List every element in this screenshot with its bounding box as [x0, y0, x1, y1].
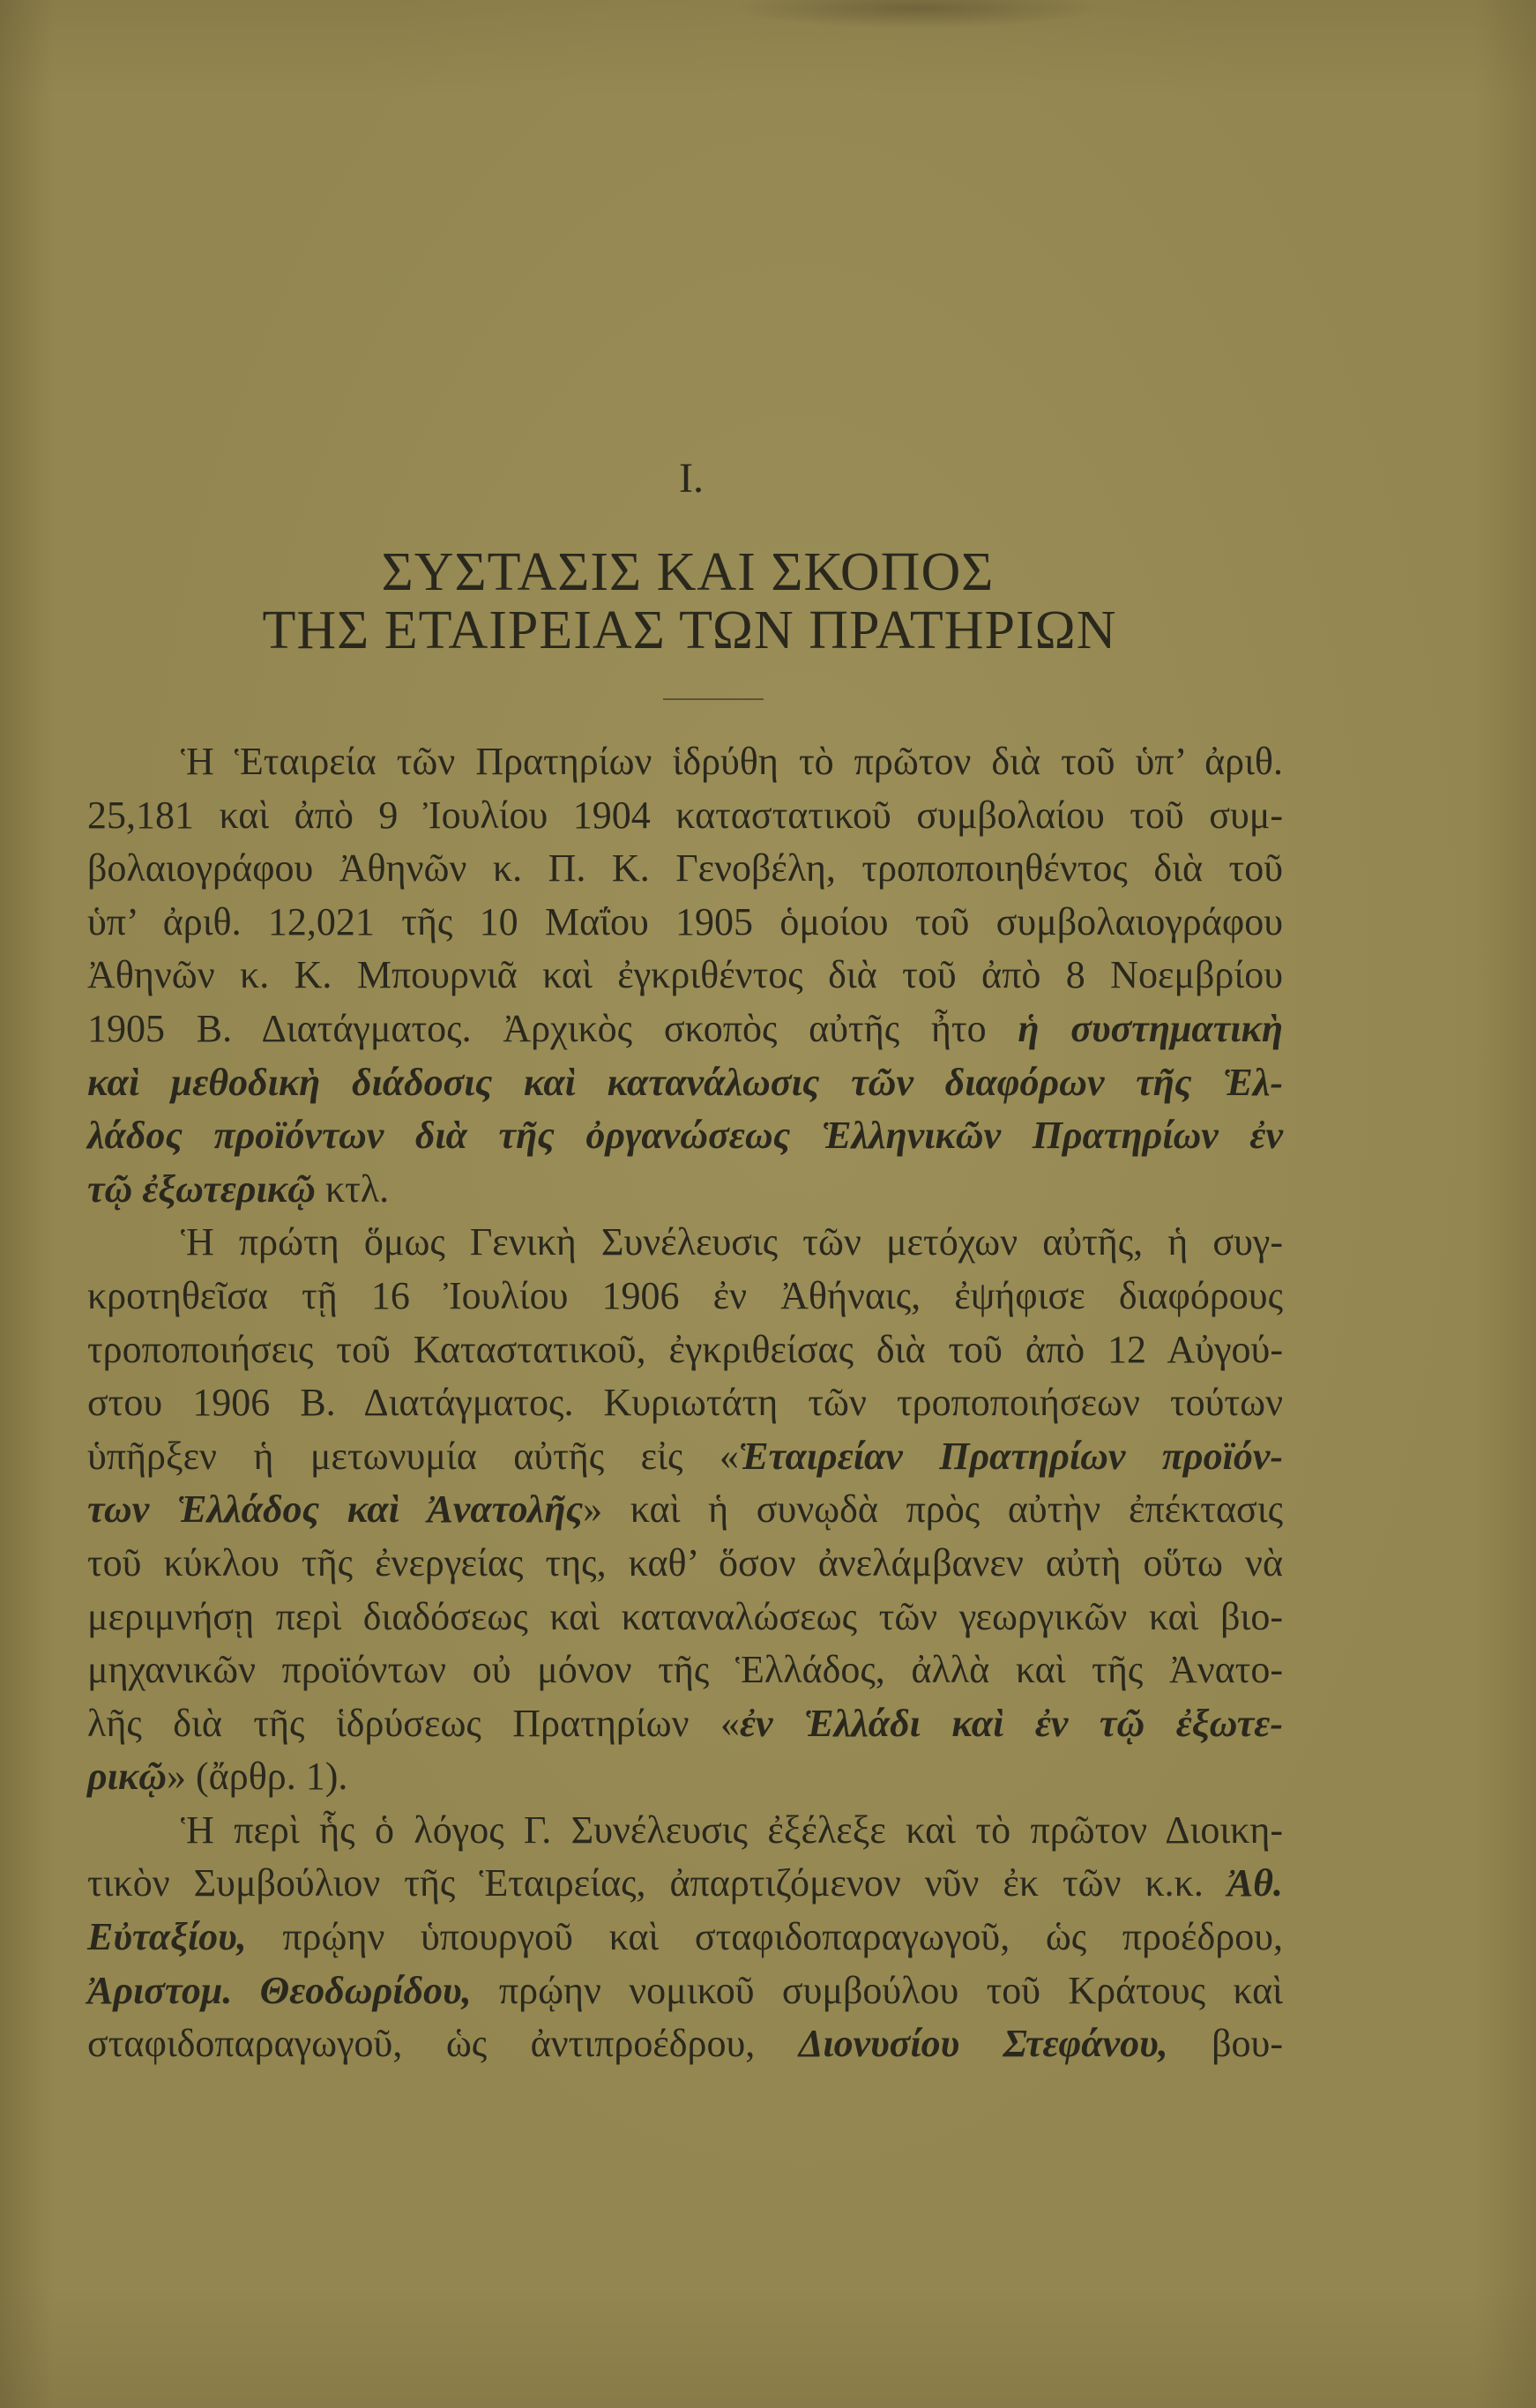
paragraph — [87, 1216, 1283, 1804]
emphasized-text: Διονυσίου Στεφάνου, — [798, 2022, 1168, 2066]
text-run: πρῴην ὑπουργοῦ καὶ σταφιδοπαραγωγοῦ, ὡς προέδρου, — [246, 1915, 1283, 1959]
text-run: σταφιδοπαραγωγοῦ, ὡς ἀντιπροέδρου, — [87, 2022, 799, 2066]
text-run: Ἀθηνῶν κ. Κ. Μπουρνιᾶ καὶ ἐγκριθέντος διὰ τοῦ ἀπὸ 8 Νοεμβρίου — [87, 953, 1283, 997]
text-run: κροτηθεῖσα τῇ 16 Ἰουλίου 1906 ἐν Ἀθήναις, ἐψήφισε διαφόρους — [87, 1273, 1283, 1317]
text-run: τικὸν Συμβούλιον τῆς Ἑταιρείας, ἀπαρτιζόμενον νῦν ἐκ τῶν κ.κ. — [87, 1861, 1227, 1905]
text-run: μεριμνήσῃ περὶ διαδόσεως καὶ καταναλώσεως τῶν γεωργικῶν καὶ βιο- — [87, 1594, 1283, 1638]
text-run: βολαιογράφου Ἀθηνῶν κ. Π. Κ. Γενοβέλη, τροποποιηθέντος διὰ τοῦ — [87, 846, 1283, 891]
emphasized-text: καὶ μεθοδικὴ διάδοσις καὶ κατανάλωσις τῶν διαφόρων τῆς Ἑλ- — [87, 1060, 1283, 1104]
text-line — [87, 949, 1283, 1003]
text-run: » (ἄρθρ. 1). — [167, 1755, 348, 1799]
emphasized-text: Ἑταιρείαν Πρατηρίων προϊόν- — [738, 1434, 1283, 1478]
emphasized-text: λάδος προϊόντων διὰ τῆς ὀργανώσεως Ἑλληνικῶν Πρατηρίων ἐν — [87, 1114, 1283, 1158]
text-run: τοῦ κύκλου τῆς ἐνεργείας της, καθ’ ὅσον ἀνελάμβανεν αὐτὴ οὕτω νὰ — [87, 1540, 1283, 1584]
emphasized-text: των Ἑλλάδος καὶ Ἀνατολῆς — [87, 1487, 584, 1532]
title-divider — [663, 698, 764, 700]
text-run: Ἡ περὶ ἧς ὁ λόγος Γ. Συνέλευσις ἐξέλεξε καὶ τὸ πρῶτον Διοικη- — [181, 1808, 1283, 1852]
text-line — [87, 1964, 1283, 2018]
text-line — [87, 842, 1283, 896]
text-run: ὑπῆρξεν ἡ μετωνυμία αὐτῆς εἰς « — [87, 1434, 739, 1478]
text-line — [87, 1483, 1283, 1537]
section-number: I. — [679, 455, 704, 502]
emphasized-text: Ἀθ. — [1227, 1861, 1283, 1905]
text-line — [87, 1323, 1283, 1377]
paper-smudge — [732, 0, 1102, 28]
section-title-line-1: ΣΥΣΤΑΣΙΣ ΚΑΙ ΣΚΟΠΟΣ — [381, 542, 995, 602]
text-run: 25,181 καὶ ἀπὸ 9 Ἰουλίου 1904 καταστατικοῦ συμβολαίου τοῦ συμ- — [87, 793, 1283, 837]
text-line — [87, 1430, 1283, 1484]
text-line — [87, 1644, 1283, 1697]
text-run: Ἡ Ἑταιρεία τῶν Πρατηρίων ἱδρύθη τὸ πρῶτον διὰ τοῦ ὑπ’ ἀριθ. — [181, 740, 1283, 783]
paragraph — [87, 1804, 1283, 2071]
text-run: βου- — [1167, 2022, 1283, 2066]
text-line — [87, 1591, 1283, 1644]
text-line — [87, 1804, 1283, 1858]
text-run: λῆς διὰ τῆς ἱδρύσεως Πρατηρίων « — [87, 1701, 740, 1745]
text-line — [87, 1216, 1283, 1270]
text-line — [87, 896, 1283, 950]
text-run: μηχανικῶν προϊόντων οὐ μόνον τῆς Ἑλλάδος, ἀλλὰ καὶ τῆς Ἀνατο- — [87, 1648, 1283, 1692]
emphasized-text: ἡ συστηματικὴ — [1018, 1006, 1283, 1050]
text-run: στου 1906 Β. Διατάγματος. Κυριωτάτη τῶν τροποποιήσεων τούτων — [87, 1381, 1283, 1425]
emphasized-text: ρικῷ — [87, 1755, 168, 1799]
text-line — [87, 1857, 1283, 1911]
text-line — [87, 1376, 1283, 1430]
text-line — [87, 1056, 1283, 1110]
text-run: 1905 Β. Διατάγματος. Ἀρχικὸς σκοπὸς αὐτῆς ἦτο — [87, 1006, 1018, 1050]
text-run: τροποποιήσεις τοῦ Καταστατικοῦ, ἐγκριθείσας διὰ τοῦ ἀπὸ 12 Αὐγού- — [87, 1327, 1283, 1371]
emphasized-text: ἐν Ἑλλάδι καὶ ἐν τῷ ἐξωτε- — [739, 1701, 1283, 1745]
text-run: ὑπ’ ἀριθ. 12,021 τῆς 10 Μαΐου 1905 ὁμοίου τοῦ συμβολαιογράφου — [87, 899, 1283, 943]
text-line — [87, 735, 1283, 789]
paragraph — [87, 735, 1283, 1216]
emphasized-text: Εὐταξίου, — [87, 1915, 247, 1959]
body-text — [87, 735, 1283, 2071]
emphasized-text: Ἀριστομ. Θεοδωρίδου, — [87, 1968, 472, 2012]
text-line — [87, 789, 1283, 843]
text-line — [87, 2017, 1283, 2071]
text-line — [87, 1163, 1283, 1217]
text-run: » καὶ ἡ συνῳδὰ πρὸς αὐτὴν ἐπέκτασις — [583, 1487, 1283, 1532]
text-run: κτλ. — [315, 1167, 390, 1211]
text-run: πρῴην νομικοῦ συμβούλου τοῦ Κράτους καὶ — [471, 1968, 1283, 2012]
text-line — [87, 1109, 1283, 1163]
text-run: Ἡ πρώτη ὅμως Γενικὴ Συνέλευσις τῶν μετόχων αὐτῆς, ἡ συγ- — [181, 1220, 1283, 1264]
text-line — [87, 1003, 1283, 1056]
text-line — [87, 1270, 1283, 1323]
text-line — [87, 1750, 1283, 1804]
text-line — [87, 1697, 1283, 1751]
emphasized-text: τῷ ἐξωτερικῷ — [87, 1167, 316, 1211]
text-line — [87, 1911, 1283, 1964]
section-title-line-2: ΤΗΣ ΕΤΑΙΡΕΙΑΣ ΤΩΝ ΠΡΑΤΗΡΙΩΝ — [262, 600, 1117, 660]
text-line — [87, 1537, 1283, 1591]
